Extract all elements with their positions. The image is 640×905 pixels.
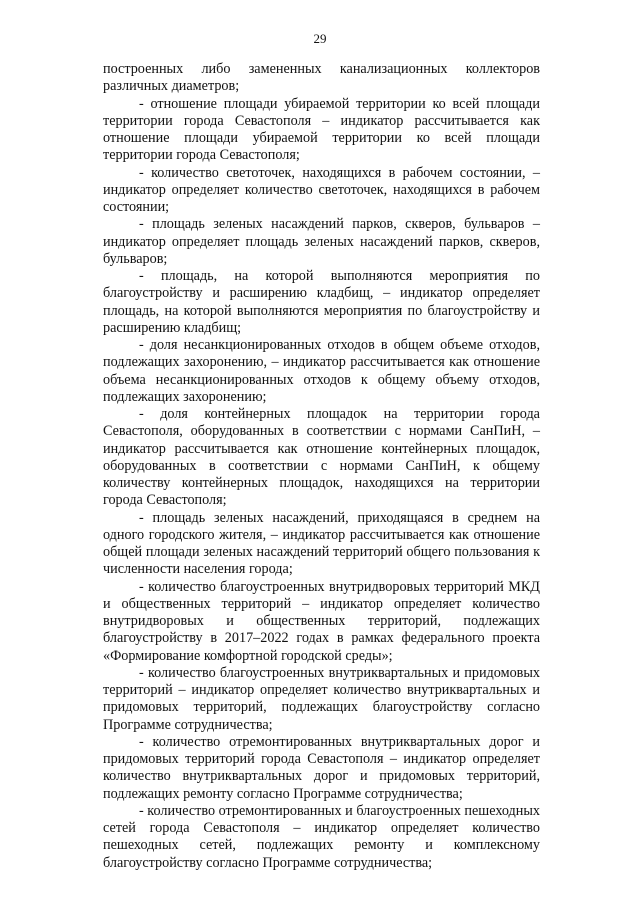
- paragraph-container-sites: - доля контейнерных площадок на территории города Севастополя, оборудованных в соответствии с нормами СанПиН, – индикатор рассчитывается как отношение контейнерных площадок, оборудованных в соответствии с нормами СанПиН, к общему количеству контейнерных площадок, находящихся на территории города Севастополя;: [103, 406, 540, 509]
- paragraph-green-area-parks: - площадь зеленых насаждений парков, скверов, бульваров – индикатор определяет площадь зеленых насаждений парков, скверов, бульваров;: [103, 216, 540, 267]
- paragraph-green-area-per-resident: - площадь зеленых насаждений, приходящаяся в среднем на одного городского жителя, – индикатор рассчитывается как отношение общей площади зеленых насаждений территорий общего пользования к численности населения города;: [103, 509, 540, 578]
- paragraph-repaired-roads: - количество отремонтированных внутриквартальных дорог и придомовых территорий города Севастополя – индикатор определяет количество внутриквартальных дорог и придомовых территорий, подлежащих ремонту согласно Программе сотрудничества;: [103, 733, 540, 802]
- paragraph-continuation: построенных либо замененных канализационных коллекторов различных диаметров;: [103, 61, 540, 95]
- paragraph-intra-block-territories: - количество благоустроенных внутриквартальных и придомовых территорий – индикатор определяет количество внутриквартальных и придомовых территорий, подлежащих благоустройству согласно Программе сотрудничества;: [103, 664, 540, 733]
- paragraph-working-lights: - количество светоточек, находящихся в рабочем состоянии, – индикатор определяет количество светоточек, находящихся в рабочем состоянии;: [103, 164, 540, 215]
- paragraph-unauthorized-waste: - доля несанкционированных отходов в общем объеме отходов, подлежащих захоронению, – индикатор рассчитывается как отношение объема несанкционированных отходов к общему объему отходов, подлежащих захоронению;: [103, 337, 540, 405]
- paragraph-courtyard-territories: - количество благоустроенных внутридворовых территорий МКД и общественных территорий – индикатор определяет количество внутридворовых и общественных территорий, подлежащих благоустройству в 2017–2022 годах в рамках федерального проекта «Формирование комфортной городской среды»;: [103, 578, 540, 664]
- page-number: 29: [313, 31, 327, 46]
- paragraph-pedestrian-networks: - количество отремонтированных и благоустроенных пешеходных сетей города Севастополя – индикатор определяет количество пешеходных сетей, подлежащих ремонту и комплексному благоустройству согласно Программе сотрудничества;: [103, 802, 540, 871]
- paragraph-cemetery-area: - площадь, на которой выполняются мероприятия по благоустройству и расширению кладбищ, – индикатор определяет площадь, на которой выполняются мероприятия по благоустройству и расширению кладбищ;: [103, 268, 540, 336]
- paragraph-cleaned-area-ratio: - отношение площади убираемой территории ко всей площади территории города Севастополя – индикатор рассчитывается как отношение площади убираемой территории ко всей площади территории города Севастополя;: [103, 95, 540, 164]
- document-body: [103, 61, 540, 872]
